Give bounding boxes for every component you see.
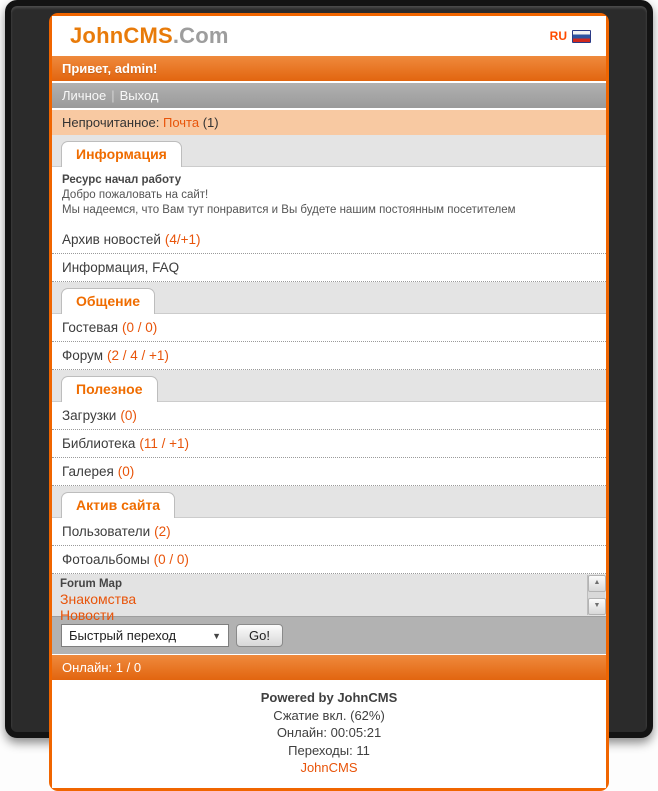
online-bar: Онлайн: 1 / 0 [52,654,606,680]
news-intro [52,167,606,226]
menu-item-guestbook[interactable] [52,314,606,342]
forum-map-scrollbox[interactable] [52,574,606,623]
site-header [52,16,606,56]
menu-item-label: Библиотека [62,436,136,451]
quick-jump-selected-value: Быстрый переход [69,628,177,643]
menu-item-gallery[interactable] [52,458,606,486]
section-site-activity [52,486,606,574]
online-time: Онлайн: 00:05:21 [276,725,382,740]
greeting-bar: Привет, admin! [52,56,606,81]
menu-item-downloads[interactable] [52,402,606,430]
section-site-activity-body [52,517,606,574]
site-panel [49,13,609,791]
menu-item-count: (11 / +1) [139,436,190,451]
go-button[interactable]: Go! [236,624,283,647]
dark-window-frame [5,0,653,775]
menu-item-faq[interactable] [52,254,606,282]
language-code: RU [549,29,567,43]
section-site-activity-tab: Актив сайта [61,492,175,518]
site-logo [70,23,229,49]
news-line: Добро пожаловать на сайт! [62,189,209,201]
section-info-body [52,166,606,282]
powered-by: Powered by JohnCMS [260,690,398,705]
transitions-count: Переходы: 11 [288,742,370,758]
section-info [52,135,606,282]
unread-count: (1) [202,115,219,130]
unread-label: Непрочитанное: [62,115,160,130]
section-communication-tab: Общение [61,288,155,314]
logo-secondary: .Com [172,23,229,48]
section-communication [52,282,606,370]
section-useful-body [52,401,606,486]
menu-item-count: (0 / 0) [153,552,189,567]
menu-item-count: (2) [154,524,171,539]
section-communication-body [52,313,606,370]
menu-item-label: Архив новостей [62,232,161,247]
personal-link[interactable]: Личное [62,88,107,103]
news-line: Мы надеемся, что Вам тут понравится и Вы будете нашим постоянным посетителем [62,204,516,216]
menu-item-count: (0) [117,464,135,479]
menu-item-count: (0 / 0) [122,320,158,335]
quick-jump-select[interactable] [61,624,229,647]
menu-item-label: Форум [62,348,104,363]
nav-separator: | [111,88,115,103]
forum-map-title: Forum Map [60,578,122,590]
forum-map-content [52,574,606,623]
site-footer [52,680,606,788]
menu-item-library[interactable] [52,430,606,458]
section-useful [52,370,606,486]
forum-map-link-novosti[interactable]: Новости [60,607,115,623]
menu-item-count: (0) [120,408,137,423]
scroll-up-icon[interactable]: ▲ [588,575,606,592]
mail-link[interactable]: Почта [162,115,200,130]
menu-item-label: Пользователи [62,524,151,539]
flag-ru-icon [572,30,591,43]
logo-primary: JohnCMS [70,23,173,48]
vertical-scrollbar[interactable] [587,575,605,615]
menu-item-count: (2 / 4 / +1) [107,348,169,363]
compression-info: Сжатие вкл. (62%) [273,707,385,723]
johncms-link[interactable]: JohnCMS [300,760,358,775]
section-info-tab: Информация [61,141,182,167]
section-useful-tabrow [52,370,606,401]
personal-nav-bar [52,81,606,108]
menu-item-label: Информация, FAQ [62,260,180,275]
menu-item-label: Гостевая [62,320,119,335]
menu-item-photo-albums[interactable] [52,546,606,574]
unread-bar [52,108,606,135]
section-communication-tabrow [52,282,606,313]
menu-item-count: (4/+1) [164,232,201,247]
forum-map-link-znakomstva[interactable]: Знакомства [60,591,137,607]
menu-item-users[interactable] [52,518,606,546]
menu-item-news-archive[interactable] [52,226,606,254]
menu-item-forum[interactable] [52,342,606,370]
menu-item-label: Загрузки [62,408,117,423]
menu-item-label: Галерея [62,464,114,479]
chevron-down-icon: ▼ [212,630,221,641]
section-useful-tab: Полезное [61,376,158,402]
section-info-tabrow [52,135,606,166]
news-title: Ресурс начал работу [62,174,182,186]
logout-link[interactable]: Выход [119,88,159,103]
section-site-activity-tabrow [52,486,606,517]
language-switcher[interactable] [550,29,591,43]
menu-item-label: Фотоальбомы [62,552,150,567]
scroll-down-icon[interactable]: ▼ [588,598,606,615]
